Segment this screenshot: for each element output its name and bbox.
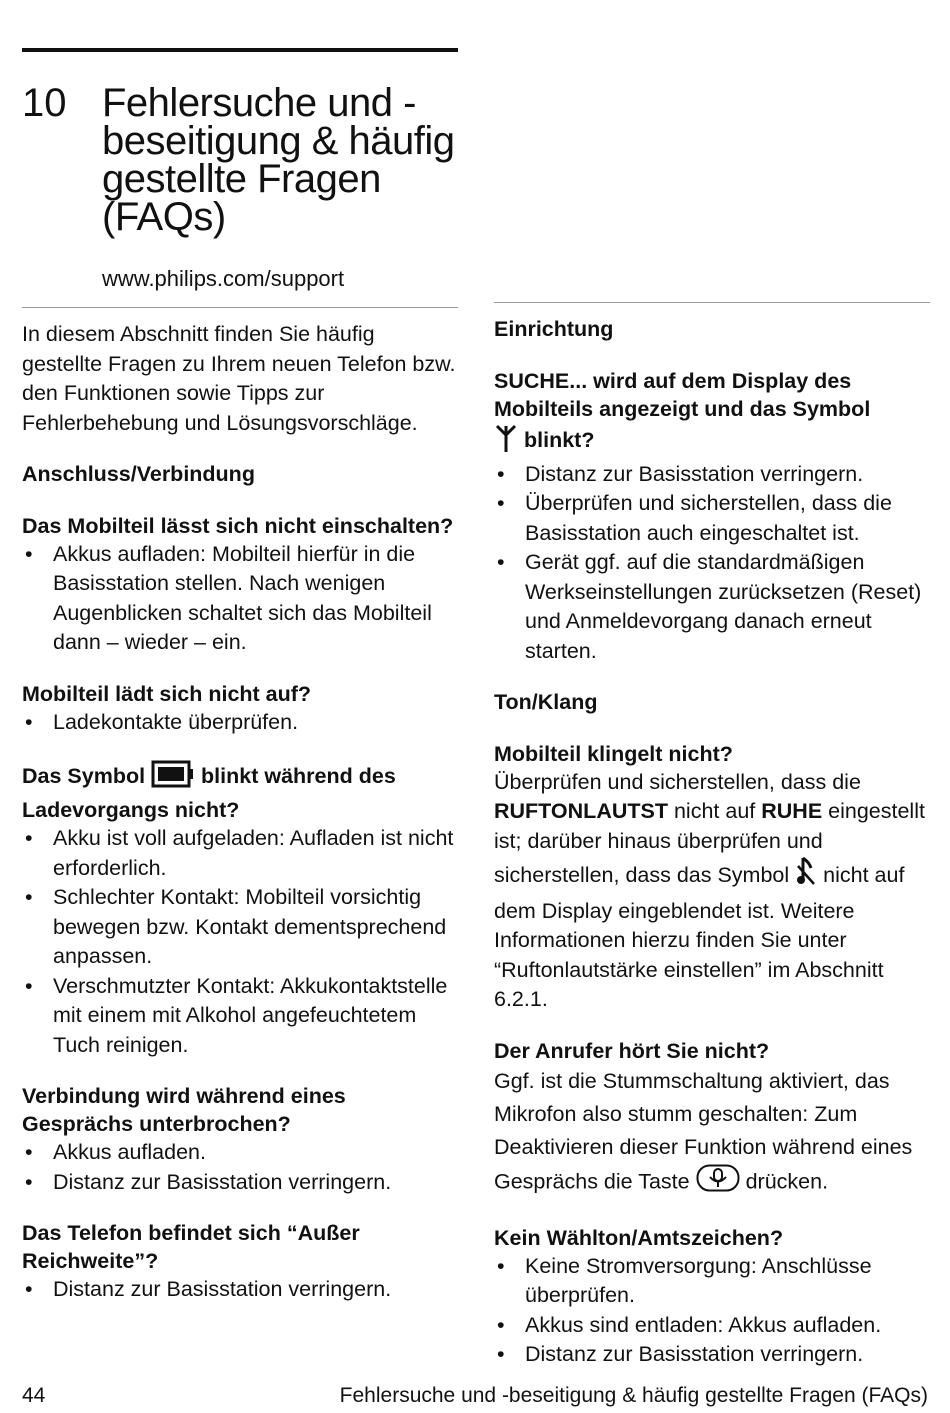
- section-heading-sound: Ton/Klang: [494, 690, 598, 714]
- question-no-dial-tone: Kein Wählton/Amtszeichen?: [494, 1225, 784, 1250]
- question-call-dropped: Verbindung wird während eines Gesprächs unterbrochen?: [22, 1084, 346, 1136]
- menu-term: RUFTONLAUTST: [494, 799, 668, 823]
- question-battery-symbol: [22, 759, 458, 824]
- answer-text: drücken.: [745, 1169, 829, 1194]
- chapter-rule: [22, 48, 458, 52]
- question-not-charging: Mobilteil lädt sich nicht auf?: [22, 681, 312, 706]
- list-item: • Verschmutzter Kontakt: Akkukontaktstelle mit einem mit Alkohol angefeuchtetem Tuch reinigen.: [22, 972, 458, 1061]
- list-item: • Distanz zur Basisstation verringern.: [22, 1275, 458, 1305]
- question-out-of-range: Das Telefon befindet sich “Außer Reichweite”?: [22, 1221, 360, 1273]
- footer-title: Fehlersuche und -beseitigung & häufig gestellte Fragen (FAQs): [339, 1384, 928, 1407]
- ringer-off-icon: [795, 856, 817, 897]
- support-url: www.philips.com/support: [102, 266, 345, 291]
- list-item: • Keine Stromversorgung: Anschlüsse überprüfen.: [494, 1252, 930, 1311]
- answer-list: [22, 540, 458, 658]
- question-text-part: Das Symbol: [22, 764, 146, 789]
- list-item: • Akkus aufladen: Mobilteil hierfür in die Basisstation stellen. Nach wenigen Augenblicken schaltet sich das Mobilteil dann – wieder – ein.: [22, 540, 458, 658]
- answer-list: [494, 1252, 930, 1370]
- right-divider: [494, 302, 930, 303]
- question-caller-cant-hear: Der Anrufer hört Sie nicht?: [494, 1038, 770, 1063]
- question-no-ring: Mobilteil klingelt nicht?: [494, 741, 733, 766]
- left-divider: [22, 307, 458, 308]
- right-column: [494, 315, 930, 1370]
- page-number: 44: [22, 1384, 46, 1407]
- question-searching: [494, 367, 930, 460]
- list-item: • Schlechter Kontakt: Mobilteil vorsichtig bewegen bzw. Kontakt dementsprechend anpassen.: [22, 883, 458, 972]
- mute-key-icon: [696, 1164, 740, 1202]
- answer-text: Ggf. ist die Stummschaltung aktiviert, das Mikrofon also stumm geschalten: Zum Deaktivieren dieser Funktion während eines Gesprächs die Taste: [494, 1068, 913, 1194]
- answer-list: [22, 1138, 458, 1197]
- list-item: • Akkus sind entladen: Akkus aufladen.: [494, 1311, 930, 1341]
- answer-text: eingestellt ist; darüber hinaus überprüfen und sicherstellen, dass das Symbol: [494, 799, 925, 887]
- list-item: • Distanz zur Basisstation verringern.: [494, 1340, 930, 1370]
- question-text-part: SUCHE... wird auf dem Display des Mobilteils angezeigt und das Symbol: [494, 368, 871, 421]
- list-item: • Ladekontakte überprüfen.: [22, 708, 458, 738]
- menu-term: RUHE: [761, 799, 823, 823]
- list-item: • Gerät ggf. auf die standardmäßigen Werkseinstellungen zurücksetzen (Reset) und Anmeldevorgang danach erneut starten.: [494, 548, 930, 666]
- answer-list: [494, 460, 930, 667]
- battery-icon: [151, 759, 195, 796]
- section-heading-setup: Einrichtung: [494, 317, 614, 341]
- answer-no-ring: [494, 768, 930, 1015]
- answer-list: [22, 824, 458, 1060]
- list-item: • Akkus aufladen.: [22, 1138, 458, 1168]
- answer-text: Überprüfen und sicherstellen, dass die: [494, 769, 861, 794]
- question-text-part: blinkt während des Ladevorgangs nicht?: [22, 764, 396, 822]
- intro-text: In diesem Abschnitt finden Sie häufig gestellte Fragen zu Ihrem neuen Telefon bzw. den Funktionen sowie Tipps zur Fehlerbehebung und Lösungsvorschläge.: [22, 322, 456, 435]
- answer-text: nicht auf: [673, 799, 756, 823]
- chapter-title: Fehlersuche und -beseitigung & häufig gestellte Fragen (FAQs): [102, 81, 455, 239]
- question-no-power: Das Mobilteil lässt sich nicht einschalten?: [22, 513, 454, 538]
- answer-list: [22, 1275, 458, 1305]
- antenna-icon: [494, 423, 518, 460]
- answer-text: nicht auf dem Display eingeblendet ist. Weitere Informationen hierzu finden Sie unter “Ruftonlautstärke einstellen” im Abschnitt 6.2.1.: [494, 862, 905, 1011]
- section-heading-connection: Anschluss/Verbindung: [22, 462, 255, 486]
- left-column: [22, 320, 458, 1305]
- list-item: • Akku ist voll aufgeladen: Aufladen ist nicht erforderlich.: [22, 824, 458, 883]
- question-text-part: blinkt?: [523, 427, 595, 452]
- answer-caller-cant-hear: [494, 1065, 930, 1202]
- answer-list: [22, 708, 458, 738]
- list-item: • Distanz zur Basisstation verringern.: [22, 1168, 458, 1198]
- list-item: • Distanz zur Basisstation verringern.: [494, 460, 930, 490]
- list-item: • Überprüfen und sicherstellen, dass die Basisstation auch eingeschaltet ist.: [494, 489, 930, 548]
- chapter-number: 10: [22, 81, 67, 125]
